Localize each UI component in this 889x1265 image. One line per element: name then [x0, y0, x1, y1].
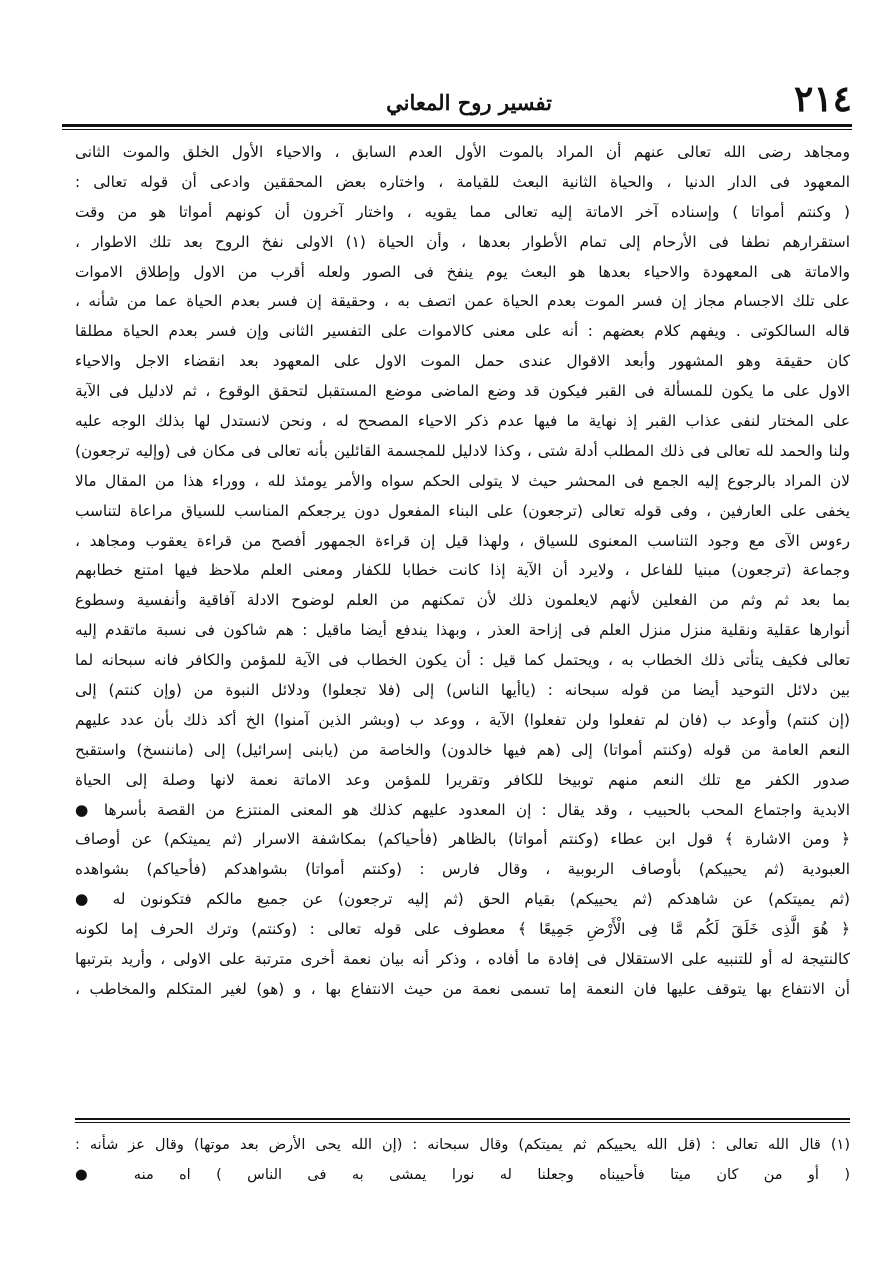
text-line: تعالى فكيف يتأتى ذلك الخطاب به ، ويحتمل كما قيل : أن يكون الخطاب فى الآية للمؤمن والكافر فانه سبحانه لما: [75, 651, 850, 670]
text-line: لان المراد بالرجوع إليه الجمع فى المحشر حيث لا يتولى الحكم سواه والأمر يومئذ لله ، ووراء هذا من المقال مالا: [75, 471, 850, 490]
header-divider: [62, 124, 852, 130]
text-line: الابدية واجتماع المحب بالحبيب ، وقد يقال : إن المعدود عليهم كذلك هو المعنى المنتزع من القصة بأسرها ●: [75, 800, 850, 819]
text-line: والاماتة هى المعهودة والاحياء بعدها هو البعث يوم ينفخ فى الصور ولعله أقرب من الاول وإطلاق الاموات: [75, 262, 850, 281]
text-line: أن الانتفاع بها يتوقف عليها فان النعمة إما تسمى نعمة من حيث الانتفاع بها ، و (هو) لغير المتكلم والمخاطب ،: [75, 979, 850, 998]
text-line: استقرارهم نطفا فى الأرحام إلى تمام الأطوار بعدها ، وأن الحياة (١) الاولى نفخ الروح بعد تلك الاطوار ،: [75, 232, 850, 251]
text-line: كان حقيقة وهو المشهور وأبعد الاقوال عندى حمل الموت الاول على المعهود بعد انقضاء الاجل والاحياء: [75, 352, 850, 371]
footnote: [75, 1130, 850, 1190]
text-line: على تلك الاجسام مجاز إن فسر الموت بعدم الحياة عمن اتصف به ، وحقيقة إن فسر بعدم الحياة عما من شأنه ،: [75, 292, 850, 311]
text-line: ﴿ هُوَ الَّذِى خَلَقَ لَكُم مَّا فِى الْأَرْضِ جَمِيعًا ﴾ معطوف على قوله تعالى : (وكنتم) وترك الحرف إما لكونه: [75, 920, 850, 939]
footnote-line: (١) قال الله تعالى : (قل الله يحييكم ثم يميتكم) وقال سبحانه : (إن الله يحى الأرض بعد موتها) وقال عز شأنه :: [75, 1137, 850, 1153]
running-title: تفسير روح المعاني: [386, 90, 552, 115]
text-line: أنوارها عقلية ونقلية منزل منزل العلم فى إزاحة العذر ، وبهذا يندفع أيضا ماقيل : هم شاكون فى نسبة ماتقدم إليه: [75, 621, 850, 640]
text-line: بما بعد ثم وثم من الفعلين لأنهم لايعلمون ذلك لأن تمكنهم من العلم لوضوح الادلة آفاقية وأنفسية وسطوع: [75, 591, 850, 610]
text-line: رءوس الآى مع وجود التناسب المعنوى للسياق ، ولهذا قيل إن قراءة الجمهور أفصح من قراءة يعقوب ومجاهد ،: [75, 531, 850, 550]
main-text: [75, 138, 850, 1005]
text-line: وجماعة (ترجعون) مبنيا للفاعل ، ولايرد أن الآية إذا كانت خطابا للكفار ومعنى العلم ملاحظ فيها امتنع خطابهم: [75, 561, 850, 580]
text-line: (ثم يميتكم) عن شاهدكم (ثم يحييكم) بقيام الحق (ثم إليه ترجعون) عن جميع مالكم فتكونون له ●: [75, 890, 850, 909]
text-line: النعم العامة من قوله (وكنتم أمواتا) إلى (هم فيها خالدون) والخاصة من (يابنى إسرائيل) إلى (ماننسخ) واستقبح: [75, 740, 850, 759]
text-line: (إن كنتم) وأوعد ب (فان لم تفعلوا ولن تفعلوا) الآية ، ووعد ب (وبشر الذين آمنوا) الخ أكد ذلك بأن عدد عليهم: [75, 710, 850, 729]
text-line: الاول على ما يكون للمسألة فى القبر فيكون قد وضع الماضى موضع المستقبل لتحقق الوقوع ، ثم لادليل فى الآية: [75, 382, 850, 401]
text-line: المعهود فى الدار الدنيا ، والحياة الثانية البعث للقيامة ، واختاره بعض المحققين وادعى أن قوله تعالى :: [75, 172, 850, 191]
text-line: ومجاهد رضى الله تعالى عنهم أن المراد بالموت الأول العدم السابق ، والاحياء الأول الخلق والموت الثانى: [75, 143, 850, 161]
text-line: كالنتيجة له أو للتنبيه على الاستقلال فى إفادة ما أفاده ، وذكر أنه بيان نعمة أخرى مترتبة على الاولى ، وأريد بترتبها: [75, 950, 850, 969]
text-line: بين دلائل التوحيد أيضا من قوله سبحانه : (ياأيها الناس) إلى (فلا تجعلوا) ودلائل النبوة من (وإن كنتم) إلى: [75, 681, 850, 700]
text-line: ( وكنتم أمواتا ) وإسناده آخر الاماتة إليه تعالى مما يقويه ، واختار آخرون أن كونهم أمواتا هو من وقت: [75, 202, 850, 221]
text-line: قاله السالكوتى . ويفهم كلام بعضهم : أنه على معنى كالاموات على التفسير الثانى وإن فسر بعدم الحياة مطلقا: [75, 322, 850, 341]
text-line: ﴿ ومن الاشارة ﴾ قول ابن عطاء (وكنتم أمواتا) بالظاهر (فأحياكم) بمكاشفة الاسرار (ثم يميتكم) عن أوصاف: [75, 830, 850, 849]
text-line: ولنا والحمد لله تعالى فى ذلك المطلب أدلة شتى ، وكذا لادليل للمجسمة القائلين بأنه تعالى فى مكان فى (وإليه ترجعون): [75, 441, 850, 460]
footnote-line: ( أو من كان ميتا فأحييناه وجعلنا له نورا يمشى به فى الناس ) اه منه ●: [75, 1167, 850, 1183]
text-line: العبودية (ثم يحييكم) بأوصاف الربوبية ، وقال فارس : (وكنتم أمواتا) بشواهدكم (فأحياكم) بشواهده: [75, 860, 850, 879]
text-line: على المختار لنفى عذاب القبر إذ نهاية ما فيها عدم ذكر الاحياء المصحح له ، ونحن لانستدل لها بذلك الوجه عليه: [75, 412, 850, 431]
page-number: ٢١٤: [793, 78, 852, 120]
text-line: يخفى على العارفين ، وفى قوله تعالى (ترجعون) على البناء المفعول دون يرجعكم المناسب للسياق مراعاة لتناسب: [75, 501, 850, 520]
text-line: صدور الكفر مع تلك النعم منهم توبيخا للكافر وتقريرا للمؤمن وعد الاماتة نعمة لانها وصلة إلى الحياة: [75, 770, 850, 789]
footnote-divider: [75, 1118, 850, 1123]
page-header: [62, 78, 852, 124]
